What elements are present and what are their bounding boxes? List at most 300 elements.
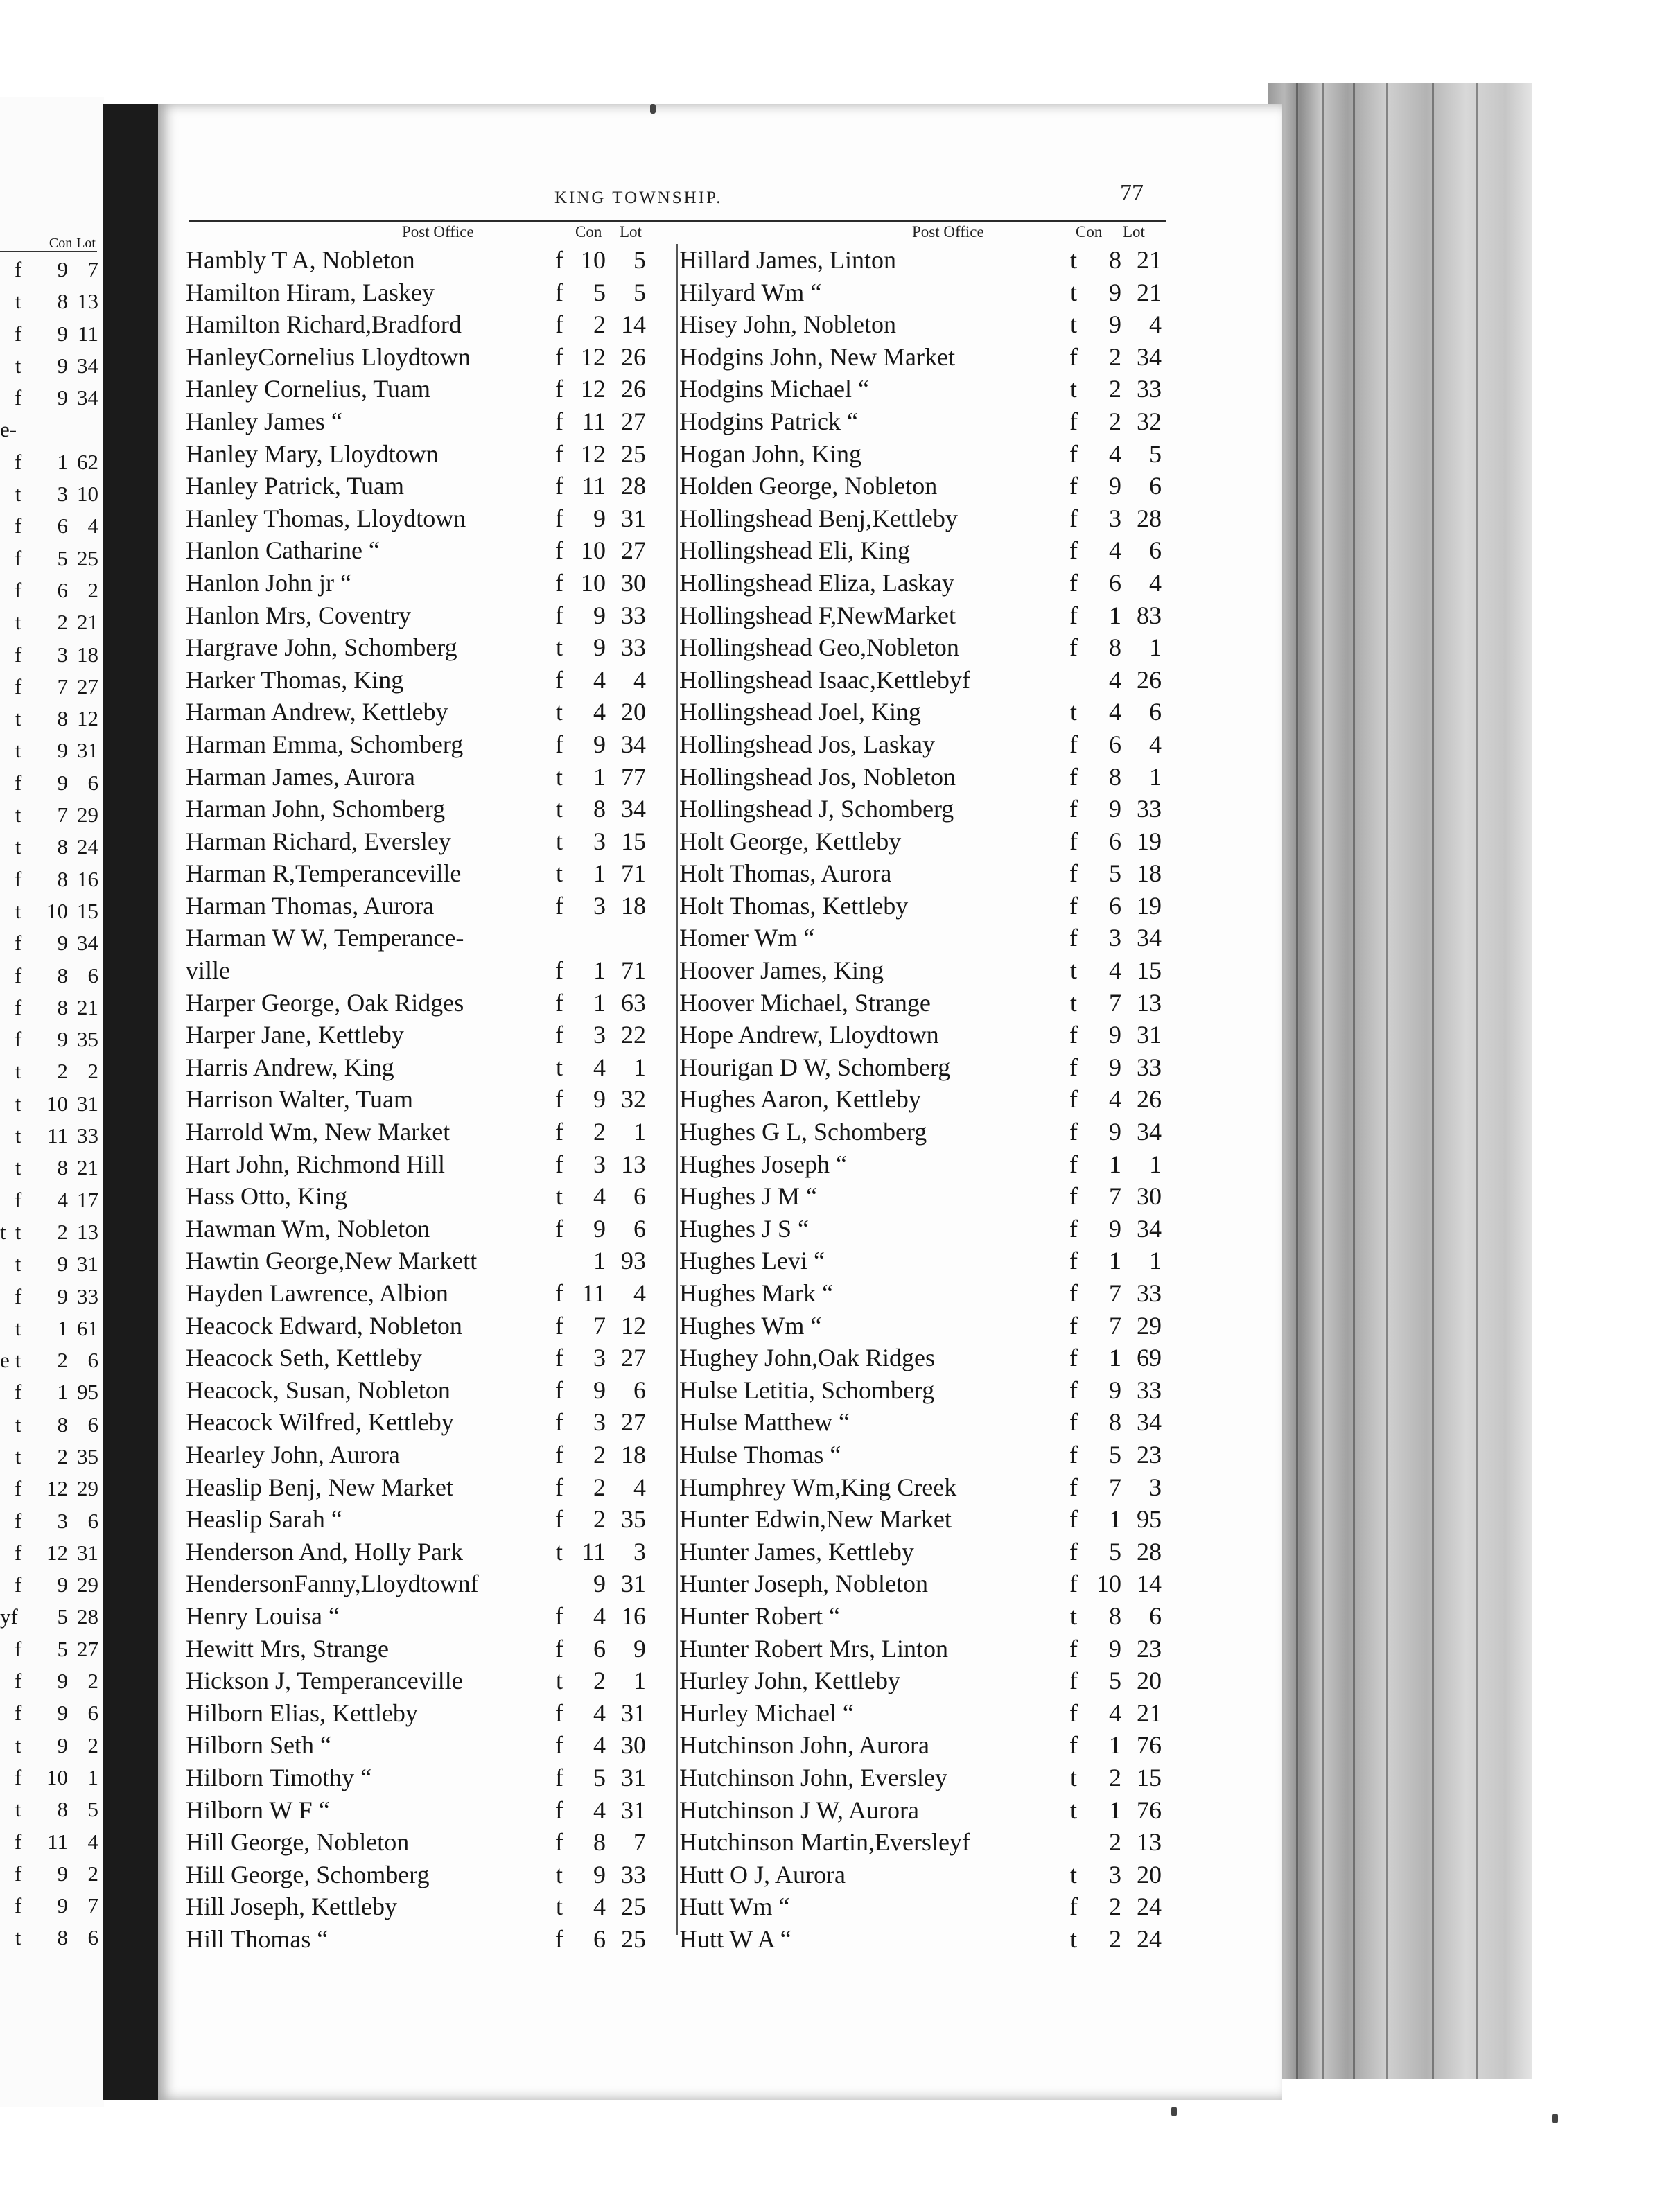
entry-name: Hollingshead Jos, Laskay <box>679 730 935 758</box>
concession: 5 <box>1109 1667 1121 1695</box>
tenure-code: f <box>14 577 22 602</box>
tenure-code: t <box>15 834 21 859</box>
tenure-code: f <box>555 1473 563 1501</box>
entry-name: Harman Thomas, Aurora <box>186 891 435 920</box>
concession: 2 <box>57 1348 68 1373</box>
concession: 9 <box>1109 1376 1121 1404</box>
tenure-code: f <box>555 504 563 532</box>
lot-number: 15 <box>621 827 646 855</box>
entry-name: Hoover James, King <box>679 956 884 985</box>
directory-entry <box>186 1697 671 1730</box>
lot-number: 5 <box>87 1797 98 1822</box>
directory-entry <box>679 696 1178 728</box>
concession: 2 <box>593 1505 606 1534</box>
lot-number: 34 <box>77 931 98 956</box>
tenure-code: f <box>555 1118 563 1146</box>
concession: 2 <box>593 1667 606 1695</box>
entry-name: Holt George, Kettleby <box>679 827 902 855</box>
previous-page-entry <box>0 1473 104 1505</box>
concession: 9 <box>57 1733 68 1757</box>
tenure-code: t <box>1069 1924 1077 1953</box>
tenure-code: f <box>14 1283 22 1308</box>
tenure-code: f <box>14 1893 22 1918</box>
concession: 9 <box>1109 1021 1121 1049</box>
lot-number: 16 <box>77 866 98 891</box>
lot-number: 1 <box>87 1764 98 1789</box>
previous-page-entry <box>0 1120 104 1152</box>
lot-number: 34 <box>1137 924 1162 952</box>
tenure-code: t <box>15 738 21 763</box>
concession: 5 <box>57 1604 68 1629</box>
right-post-office-header: Post Office <box>912 223 984 240</box>
previous-page-entry <box>0 1537 104 1569</box>
left-directory-column <box>186 244 671 1955</box>
tenure-code: f <box>555 1731 563 1760</box>
tenure-code: f <box>555 1021 563 1049</box>
lot-number: 27 <box>77 1636 98 1661</box>
lot-number: 28 <box>1137 504 1162 532</box>
concession: 4 <box>593 1182 606 1211</box>
concession: 7 <box>1109 1182 1121 1211</box>
lot-number: 6 <box>1149 472 1162 500</box>
tenure-code: f <box>555 310 563 339</box>
concession: 4 <box>1109 1085 1121 1114</box>
tenure-code: f <box>1069 1311 1078 1340</box>
tenure-code: f <box>1069 504 1078 532</box>
tenure-code: t <box>15 1252 21 1277</box>
lot-number: 15 <box>1137 1763 1162 1791</box>
concession: 5 <box>57 1636 68 1661</box>
lot-number: 27 <box>621 1408 646 1437</box>
directory-entry <box>186 793 671 825</box>
concession: 8 <box>57 289 68 314</box>
tenure-code: t <box>1069 698 1077 726</box>
concession: 1 <box>57 449 68 474</box>
previous-page-entry <box>0 1313 104 1344</box>
previous-page-entry <box>0 671 104 703</box>
tenure-code: t <box>15 1123 21 1148</box>
lot-number: 26 <box>621 375 646 403</box>
tenure-code: f <box>1069 1376 1078 1404</box>
lot-number: 7 <box>87 1893 98 1918</box>
lot-number: 13 <box>1137 1828 1162 1857</box>
entry-name: Hargrave John, Schomberg <box>186 633 457 662</box>
concession: 4 <box>1109 956 1121 985</box>
tenure-code: t <box>15 1315 21 1340</box>
directory-entry <box>679 922 1178 954</box>
entry-name: Hilyard Wm “ <box>679 278 822 306</box>
concession: 9 <box>593 1570 606 1598</box>
right-con-header: Con <box>1076 223 1103 240</box>
lot-number: 31 <box>1137 1021 1162 1049</box>
lot-number: 6 <box>633 1376 646 1404</box>
directory-entry <box>679 1665 1178 1697</box>
concession: 11 <box>47 1123 68 1148</box>
lot-number: 7 <box>633 1828 646 1857</box>
concession: 2 <box>1109 407 1121 435</box>
entry-name: Hurley John, Kettleby <box>679 1667 900 1695</box>
tenure-code: f <box>555 1699 563 1727</box>
lot-number: 4 <box>1149 568 1162 597</box>
lot-number: 34 <box>1137 1214 1162 1243</box>
tenure-code: f <box>14 1187 22 1212</box>
tenure-code: t <box>15 1444 21 1468</box>
lot-number: 6 <box>1149 1602 1162 1630</box>
concession: 2 <box>1109 1828 1121 1857</box>
lot-number: 20 <box>621 698 646 726</box>
previous-page-entry <box>0 1441 104 1473</box>
directory-entry <box>186 277 671 309</box>
concession: 2 <box>1109 1763 1121 1791</box>
previous-page-entry <box>0 606 104 638</box>
concession: 4 <box>1109 1699 1121 1727</box>
directory-entry <box>186 244 671 277</box>
lot-number: 6 <box>87 1701 98 1726</box>
concession: 4 <box>593 665 606 694</box>
previous-page-entry <box>0 1730 104 1762</box>
directory-entry <box>186 1826 671 1859</box>
concession: 7 <box>1109 1473 1121 1501</box>
lot-number: 95 <box>77 1380 98 1405</box>
concession: 2 <box>593 1473 606 1501</box>
previous-page-entry <box>0 1826 104 1858</box>
tenure-code: f <box>1069 1182 1078 1211</box>
concession: 3 <box>593 1408 606 1437</box>
lot-number: 31 <box>621 1570 646 1598</box>
tenure-code: f <box>555 1344 563 1372</box>
directory-entry <box>679 793 1178 825</box>
previous-page-entry <box>0 639 104 671</box>
concession: 6 <box>1109 827 1121 855</box>
tenure-code: f <box>14 1540 22 1565</box>
concession: 7 <box>593 1311 606 1340</box>
directory-entry <box>186 1439 671 1471</box>
lot-number: 30 <box>621 1731 646 1760</box>
concession: 8 <box>1109 1602 1121 1630</box>
lot-number: 17 <box>77 1187 98 1212</box>
concession: 3 <box>57 1508 68 1533</box>
tenure-code: f <box>555 568 563 597</box>
entry-name: Hutchinson Martin,Eversleyf <box>679 1828 970 1857</box>
concession: 4 <box>1109 439 1121 468</box>
tenure-code: t <box>15 1091 21 1116</box>
tenure-code: t <box>1069 956 1077 985</box>
entry-name: Hollingshead Eliza, Laskay <box>679 568 954 597</box>
entry-name: Hillard James, Linton <box>679 246 896 274</box>
tenure-code: f <box>1069 1021 1078 1049</box>
lot-number: 29 <box>77 803 98 827</box>
tenure-code: t <box>1069 988 1077 1017</box>
tenure-code: f <box>14 1861 22 1886</box>
entry-name: Henry Louisa “ <box>186 1602 340 1630</box>
directory-entry <box>186 1148 671 1181</box>
lot-number: 2 <box>87 1733 98 1757</box>
concession: 9 <box>57 353 68 378</box>
entry-name: Hunter Edwin,New Market <box>679 1505 952 1534</box>
lot-number: 21 <box>1137 246 1162 274</box>
previous-page-con-header: Con <box>49 236 73 251</box>
entry-name: Harman R,Temperanceville <box>186 859 462 888</box>
directory-entry <box>679 1051 1178 1084</box>
lot-number: 28 <box>77 1604 98 1629</box>
lot-number: 1 <box>633 1667 646 1695</box>
entry-name: Hughes J M “ <box>679 1182 817 1211</box>
concession: 12 <box>46 1476 68 1501</box>
directory-entry <box>186 1536 671 1568</box>
lot-number: 26 <box>1137 1085 1162 1114</box>
lot-number: 14 <box>1137 1570 1162 1598</box>
previous-page-entry <box>0 1281 104 1313</box>
entry-name: Hilborn W F “ <box>186 1796 330 1824</box>
directory-entry <box>679 1277 1178 1310</box>
concession: 2 <box>1109 1924 1121 1953</box>
concession: 6 <box>1109 891 1121 920</box>
entry-name: Hill George, Schomberg <box>186 1860 430 1888</box>
entry-name: Hughes Mark “ <box>679 1279 833 1307</box>
tenure-code: f <box>555 407 563 435</box>
concession: 7 <box>57 674 68 699</box>
entry-name: Hanlon Mrs, Coventry <box>186 601 411 629</box>
tenure-code: t <box>555 795 563 823</box>
lot-number: 31 <box>77 738 98 763</box>
previous-page-entry <box>0 382 104 414</box>
lot-number: 13 <box>1137 988 1162 1017</box>
directory-entry <box>679 341 1178 374</box>
previous-page-rule <box>0 251 97 252</box>
lot-number: 34 <box>1137 342 1162 371</box>
lot-number: 3 <box>1149 1473 1162 1501</box>
tenure-code: f <box>14 321 22 346</box>
lot-number: 23 <box>1137 1440 1162 1468</box>
concession: 9 <box>57 1861 68 1886</box>
previous-page-entry <box>0 1344 104 1376</box>
concession: 9 <box>1109 1214 1121 1243</box>
entry-name: Harman Emma, Schomberg <box>186 730 464 758</box>
concession: 11 <box>581 1279 606 1307</box>
concession: 6 <box>57 514 68 538</box>
previous-page-entry <box>0 703 104 735</box>
previous-page-entry <box>0 831 104 863</box>
tenure-code: t <box>555 1860 563 1888</box>
concession: 8 <box>57 866 68 891</box>
directory-entry <box>186 1083 671 1116</box>
previous-page-entry <box>0 1248 104 1280</box>
tenure-code: f <box>14 963 22 988</box>
entry-name: Hulse Thomas “ <box>679 1440 841 1468</box>
tenure-code: t <box>555 1893 563 1921</box>
concession: 2 <box>57 610 68 635</box>
concession: 8 <box>1109 762 1121 791</box>
tenure-code: t <box>555 633 563 662</box>
tenure-code: f <box>1069 1893 1078 1921</box>
tenure-code: f <box>14 1701 22 1726</box>
entry-name: Heacock Edward, Nobleton <box>186 1311 462 1340</box>
concession: 9 <box>593 1085 606 1114</box>
lot-number: 21 <box>1137 278 1162 306</box>
concession: 9 <box>57 931 68 956</box>
lot-number: 21 <box>77 1155 98 1180</box>
concession: 7 <box>1109 1279 1121 1307</box>
tenure-code: t <box>15 610 21 635</box>
entry-name: Harrold Wm, New Market <box>186 1118 450 1146</box>
lot-number: 32 <box>1137 407 1162 435</box>
entry-name: Hughes J S “ <box>679 1214 809 1243</box>
directory-entry <box>186 470 671 502</box>
book-gutter <box>103 104 158 2100</box>
entry-name: Hanley Cornelius, Tuam <box>186 375 431 403</box>
concession: 1 <box>1109 601 1121 629</box>
tenure-code: f <box>14 257 22 281</box>
previous-page-entry <box>0 735 104 766</box>
tenure-code: f <box>555 1828 563 1857</box>
lot-number: 61 <box>77 1315 98 1340</box>
previous-page-entry <box>0 767 104 799</box>
concession: 1 <box>593 988 606 1017</box>
directory-entry <box>186 599 671 632</box>
left-post-office-header: Post Office <box>402 223 474 240</box>
concession: 9 <box>57 1701 68 1726</box>
lot-number: 63 <box>621 988 646 1017</box>
directory-entry <box>679 1374 1178 1407</box>
tenure-code: f <box>14 642 22 667</box>
directory-entry <box>186 567 671 599</box>
concession: 8 <box>57 1155 68 1180</box>
concession: 1 <box>57 1380 68 1405</box>
directory-entry <box>186 1503 671 1536</box>
tenure-code: f <box>555 601 563 629</box>
tenure-code: f <box>1069 859 1078 888</box>
entry-name: Hambly T A, Nobleton <box>186 246 415 274</box>
lot-number: 35 <box>77 1027 98 1052</box>
tenure-code: t <box>555 827 563 855</box>
directory-entry <box>679 1310 1178 1342</box>
directory-entry <box>186 1665 671 1697</box>
lot-number: 33 <box>621 601 646 629</box>
concession: 1 <box>1109 1247 1121 1275</box>
lot-number: 15 <box>77 898 98 923</box>
tenure-code: f <box>1069 1473 1078 1501</box>
concession: 8 <box>593 795 606 823</box>
tenure-code: f <box>14 1508 22 1533</box>
directory-entry <box>186 761 671 793</box>
directory-entry <box>186 502 671 535</box>
tenure-code: t <box>555 1053 563 1081</box>
tenure-code: f <box>14 1669 22 1694</box>
entry-name: Harker Thomas, King <box>186 665 404 694</box>
line-fragment: e <box>0 1348 10 1373</box>
tenure-code: f <box>1069 568 1078 597</box>
lot-number: 6 <box>87 1412 98 1437</box>
entry-name: Harrison Walter, Tuam <box>186 1085 413 1114</box>
directory-entry <box>186 696 671 728</box>
entry-name: Hilborn Timothy “ <box>186 1763 372 1791</box>
concession: 10 <box>581 246 606 274</box>
tenure-code: f <box>1069 1667 1078 1695</box>
entry-name: Hayden Lawrence, Albion <box>186 1279 448 1307</box>
previous-page-entry <box>0 960 104 992</box>
tenure-code: f <box>555 1150 563 1178</box>
concession: 2 <box>57 1219 68 1244</box>
tenure-code: t <box>15 353 21 378</box>
lot-number: 2 <box>87 577 98 602</box>
tenure-code: f <box>1069 1570 1078 1598</box>
lot-number: 30 <box>1137 1182 1162 1211</box>
entry-name: Hollingshead J, Schomberg <box>679 795 954 823</box>
concession: 10 <box>46 1764 68 1789</box>
tenure-code: f <box>1069 891 1078 920</box>
entry-name: Hanley Thomas, Lloydtown <box>186 504 466 532</box>
previous-page-entry <box>0 1024 104 1055</box>
lot-number: 29 <box>77 1572 98 1597</box>
lot-number: 1 <box>1149 1150 1162 1178</box>
entry-name: Hanley James “ <box>186 407 342 435</box>
tenure-code: f <box>14 514 22 538</box>
concession: 9 <box>593 633 606 662</box>
directory-entry <box>186 728 671 761</box>
lot-number: 26 <box>621 342 646 371</box>
previous-page-entry <box>0 1055 104 1087</box>
previous-page-entry <box>0 1184 104 1216</box>
entry-name: Hurley Michael “ <box>679 1699 854 1727</box>
directory-entry <box>679 1859 1178 1891</box>
lot-number: 31 <box>77 1091 98 1116</box>
previous-page-entry <box>0 318 104 350</box>
concession: 2 <box>1109 1893 1121 1921</box>
lot-number: 4 <box>633 1473 646 1501</box>
directory-entry <box>186 631 671 664</box>
tenure-code: f <box>14 1572 22 1597</box>
lot-number: 6 <box>633 1214 646 1243</box>
concession: 7 <box>57 803 68 827</box>
entry-name: Hollingshead Isaac,Kettlebyf <box>679 665 970 694</box>
concession: 9 <box>1109 472 1121 500</box>
tenure-code: f <box>1069 1731 1078 1760</box>
concession: 8 <box>57 1412 68 1437</box>
lot-number: 33 <box>1137 1376 1162 1404</box>
previous-page-entry <box>0 510 104 542</box>
concession: 9 <box>57 1252 68 1277</box>
tenure-code: f <box>14 1476 22 1501</box>
concession: 6 <box>57 577 68 602</box>
tenure-code: t <box>15 482 21 507</box>
directory-entry <box>679 1148 1178 1181</box>
entry-name: Hawtin George,New Markett <box>186 1247 478 1275</box>
lot-number: 21 <box>77 610 98 635</box>
entry-name: Harman Andrew, Kettleby <box>186 698 448 726</box>
entry-name: Hughes G L, Schomberg <box>679 1118 927 1146</box>
concession: 8 <box>57 994 68 1019</box>
entry-name: Hill Thomas “ <box>186 1924 329 1953</box>
tenure-code: t <box>15 803 21 827</box>
page-edges <box>1268 83 1532 2079</box>
lot-number: 25 <box>77 545 98 570</box>
tenure-code: t <box>555 1537 563 1566</box>
entry-name: Hill Joseph, Kettleby <box>186 1893 397 1921</box>
tenure-code: t <box>15 1733 21 1757</box>
lot-number: 6 <box>633 1182 646 1211</box>
lot-number: 1 <box>633 1053 646 1081</box>
entry-name: Hart John, Richmond Hill <box>186 1150 445 1178</box>
lot-number: 5 <box>633 278 646 306</box>
lot-number: 28 <box>1137 1537 1162 1566</box>
tenure-code: f <box>1069 472 1078 500</box>
lot-number: 33 <box>621 1860 646 1888</box>
previous-page-strip <box>0 97 104 2107</box>
tenure-code: f <box>555 891 563 920</box>
concession: 9 <box>1109 310 1121 339</box>
tenure-code: t <box>15 1059 21 1084</box>
concession: 9 <box>57 1669 68 1694</box>
